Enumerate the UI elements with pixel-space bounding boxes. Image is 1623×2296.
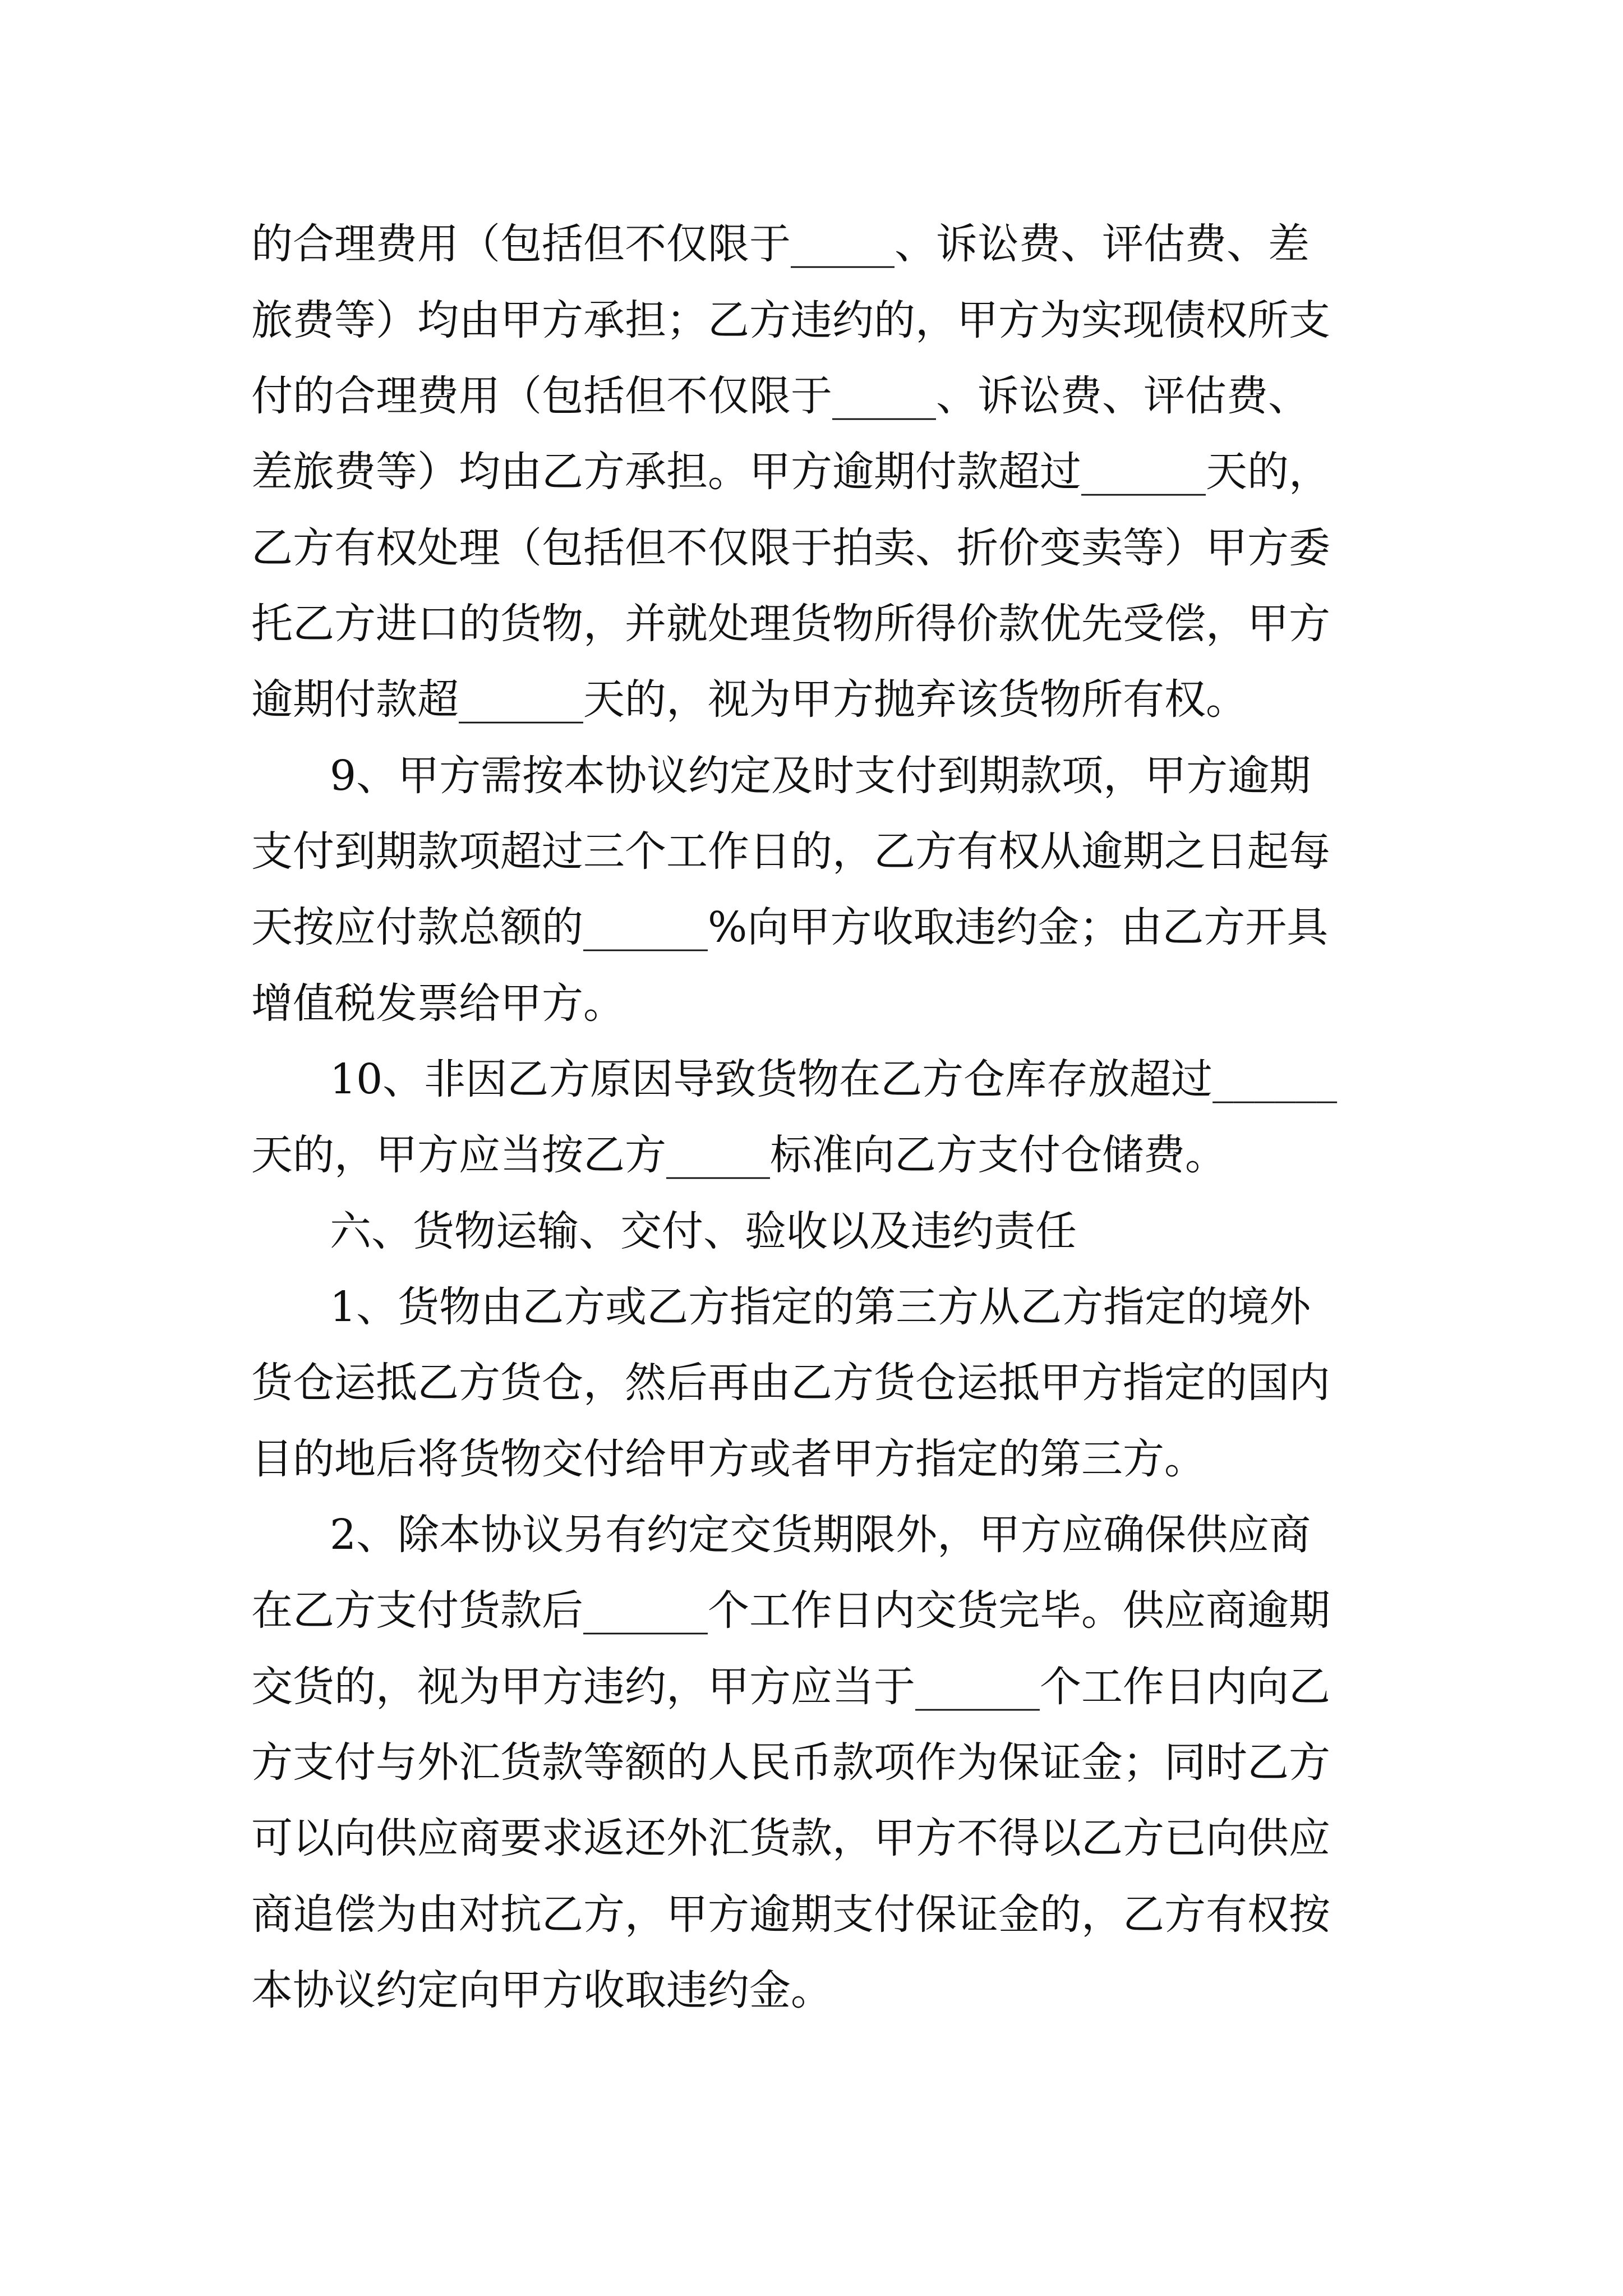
text-line: 可以向供应商要求返还外汇货款，甲方不得以乙方已向供应 xyxy=(251,1814,1330,1862)
text-line: 方支付与外汇货款等额的人民币款项作为保证金；同时乙方 xyxy=(251,1738,1330,1787)
paragraph-1-start: 1、货物由乙方或乙方指定的第三方从乙方指定的境外 xyxy=(330,1283,1311,1331)
text-line: 付的合理费用（包括但不仅限于_____、诉讼费、评估费、 xyxy=(251,372,1310,420)
text-line: 货仓运抵乙方货仓，然后再由乙方货仓运抵甲方指定的国内 xyxy=(251,1359,1330,1407)
text-line: 旅费等）均由甲方承担；乙方违约的，甲方为实现债权所支 xyxy=(251,296,1330,344)
text-line: 乙方有权处理（包括但不仅限于拍卖、折价变卖等）甲方委 xyxy=(251,524,1330,572)
text-line: 交货的，视为甲方违约，甲方应当于______个工作日内向乙 xyxy=(251,1663,1330,1711)
text-line: 天的，甲方应当按乙方_____标准向乙方支付仓储费。 xyxy=(251,1131,1227,1179)
text-line: 在乙方支付货款后______个工作日内交货完毕。供应商逾期 xyxy=(251,1586,1330,1635)
text-line: 差旅费等）均由乙方承担。甲方逾期付款超过______天的， xyxy=(251,448,1330,496)
text-line: 目的地后将货物交付给甲方或者甲方指定的第三方。 xyxy=(251,1435,1206,1483)
text-line: 本协议约定向甲方收取违约金。 xyxy=(251,1966,832,2014)
text-line: 商追偿为由对抗乙方，甲方逾期支付保证金的，乙方有权按 xyxy=(251,1890,1330,1939)
text-line: 支付到期款项超过三个工作日的，乙方有权从逾期之日起每 xyxy=(251,827,1330,876)
text-line: 增值税发票给甲方。 xyxy=(251,979,625,1028)
text-line: 天按应付款总额的______%向甲方收取违约金；由乙方开具 xyxy=(251,903,1329,951)
paragraph-9-start: 9、甲方需按本协议约定及时支付到期款项，甲方逾期 xyxy=(330,752,1311,800)
paragraph-10-start: 10、非因乙方原因导致货物在乙方仓库存放超过______ xyxy=(330,1055,1338,1103)
section-heading: 六、货物运输、交付、验收以及违约责任 xyxy=(330,1207,1077,1255)
paragraph-2-start: 2、除本协议另有约定交货期限外，甲方应确保供应商 xyxy=(330,1511,1311,1559)
text-line: 托乙方进口的货物，并就处理货物所得价款优先受偿，甲方 xyxy=(251,600,1330,648)
text-line: 的合理费用（包括但不仅限于_____、诉讼费、评估费、差 xyxy=(251,220,1310,268)
text-line: 逾期付款超______天的，视为甲方抛弃该货物所有权。 xyxy=(251,675,1247,724)
